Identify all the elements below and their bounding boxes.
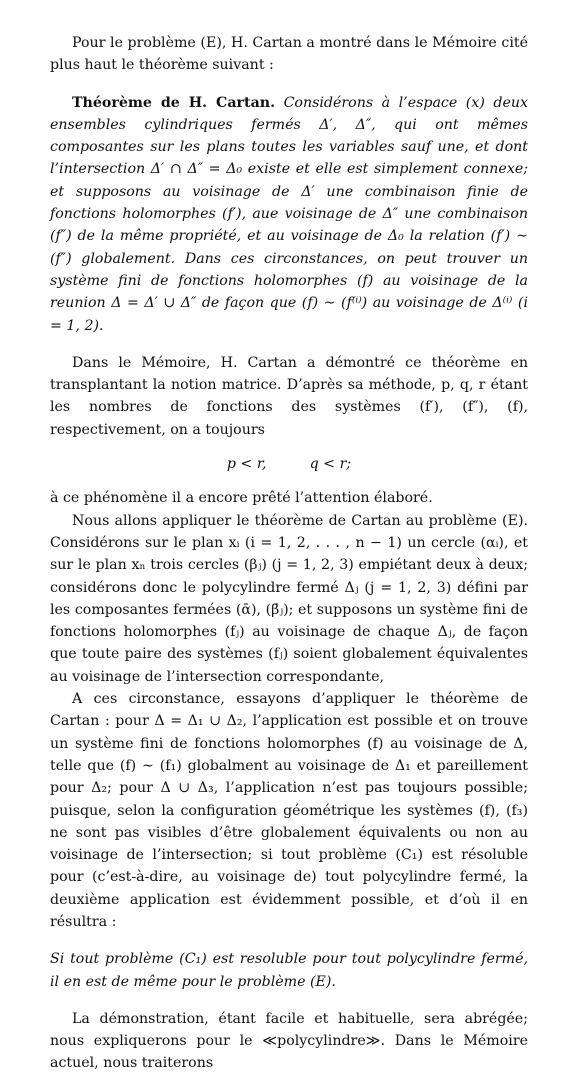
paragraph-circumstances: A ces circonstance, essayons d’appliquer le théorème de Cartan : pour Δ = Δ₁ ∪ Δ₂, l’application est possible et on trouve un système fini de fonctions holomorphes (f) au voisinage de Δ, telle que (f) ∼ (f₁) globalment au voisinage de Δ₁ et pareillement pour Δ₂; pour Δ ∪ Δ₃, l’application n’est pas toujours possible; puisque, selon la configuration géométrique les systèmes (f), (f₃) ne sont pas visibles d’être globalement équivalents ou non au voisinage de l’intersection; si tout problème (C₁) est résoluble pour (c’est-à-dire, au voisinage de) tout polycylindre fermé, la deuxième application est évidemment possible, et d’où il en résultra :	[50, 691, 528, 930]
theorem-statement: Considérons à l’espace (x) deux ensembles cylindriques fermés Δ′, Δ″, qui ont mêmes composantes sur les plans toutes les variables sauf une, et dont l’intersection Δ′ ∩ Δ″ = Δ₀ existe et elle est simplement connexe; et supposons au voisinage de Δ′ une combinaison finie de fonctions holomorphes (f′), aue voisinage de Δ″ une combinaison (f″) de la même propriété, et au voisinage de Δ₀ la relation (f′) ∼ (f″) globalement. Dans ces circonstances, on peut trouver un système fini de fonctions holomorphes (f) au voisinage de la reunion Δ = Δ′ ∪ Δ″ de façon que (f) ∼ (f⁽ⁱ⁾) au voisinage de Δ⁽ⁱ⁾ (i = 1, 2).	[50, 94, 528, 334]
theorem-block	[50, 92, 528, 337]
theorem-heading: Théorème de H. Cartan.	[72, 94, 276, 111]
paragraph-demonstration: La démonstration, étant facile et habituelle, sera abrégée; nous expliquerons pour le ≪polycylindre≫. Dans le Mémoire actuel, nous traiterons	[50, 1010, 528, 1072]
paragraph-application: Nous allons appliquer le théorème de Cartan au problème (E). Considérons sur le plan xᵢ (i = 1, 2, . . . , n − 1) un cercle (αᵢ), et sur le plan xₙ trois cercles (βⱼ) (j = 1, 2, 3) empiétant deux à deux; considérons donc le polycylindre fermé Δⱼ (j = 1, 2, 3) défini par les composantes fermées (ᾱ), (β̄ⱼ); et supposons un système fini de fonctions holomorphes (fⱼ) au voisinage de chaque Δⱼ, de façon que toute paire des systèmes (fⱼ) soient globalement équivalentes au voisinage de l’intersection correspondante,	[50, 512, 528, 685]
paragraph-corollary: Si tout problème (C₁) est resoluble pour tout polycylindre fermé, il en est de même pour le problème (E).	[50, 951, 528, 990]
paragraph-cartan-method: Dans le Mémoire, H. Cartan a démontré ce théorème en transplantant la notion matrice. D’après sa méthode, p, q, r étant les nombres de fonctions des systèmes (f′), (f″), (f), respectivement, on a toujours	[50, 354, 528, 438]
paragraph-intro: Pour le problème (E), H. Cartan a montré dans le Mémoire cité plus haut le théorème suivant :	[50, 35, 528, 74]
formula-right: q < r;	[309, 456, 352, 473]
formula-left: p < r,	[226, 456, 267, 473]
paragraph-phenomenon: à ce phénomène il a encore prêté l’attention élaboré.	[50, 490, 433, 507]
document-page	[50, 32, 528, 1075]
display-formula	[50, 453, 528, 475]
